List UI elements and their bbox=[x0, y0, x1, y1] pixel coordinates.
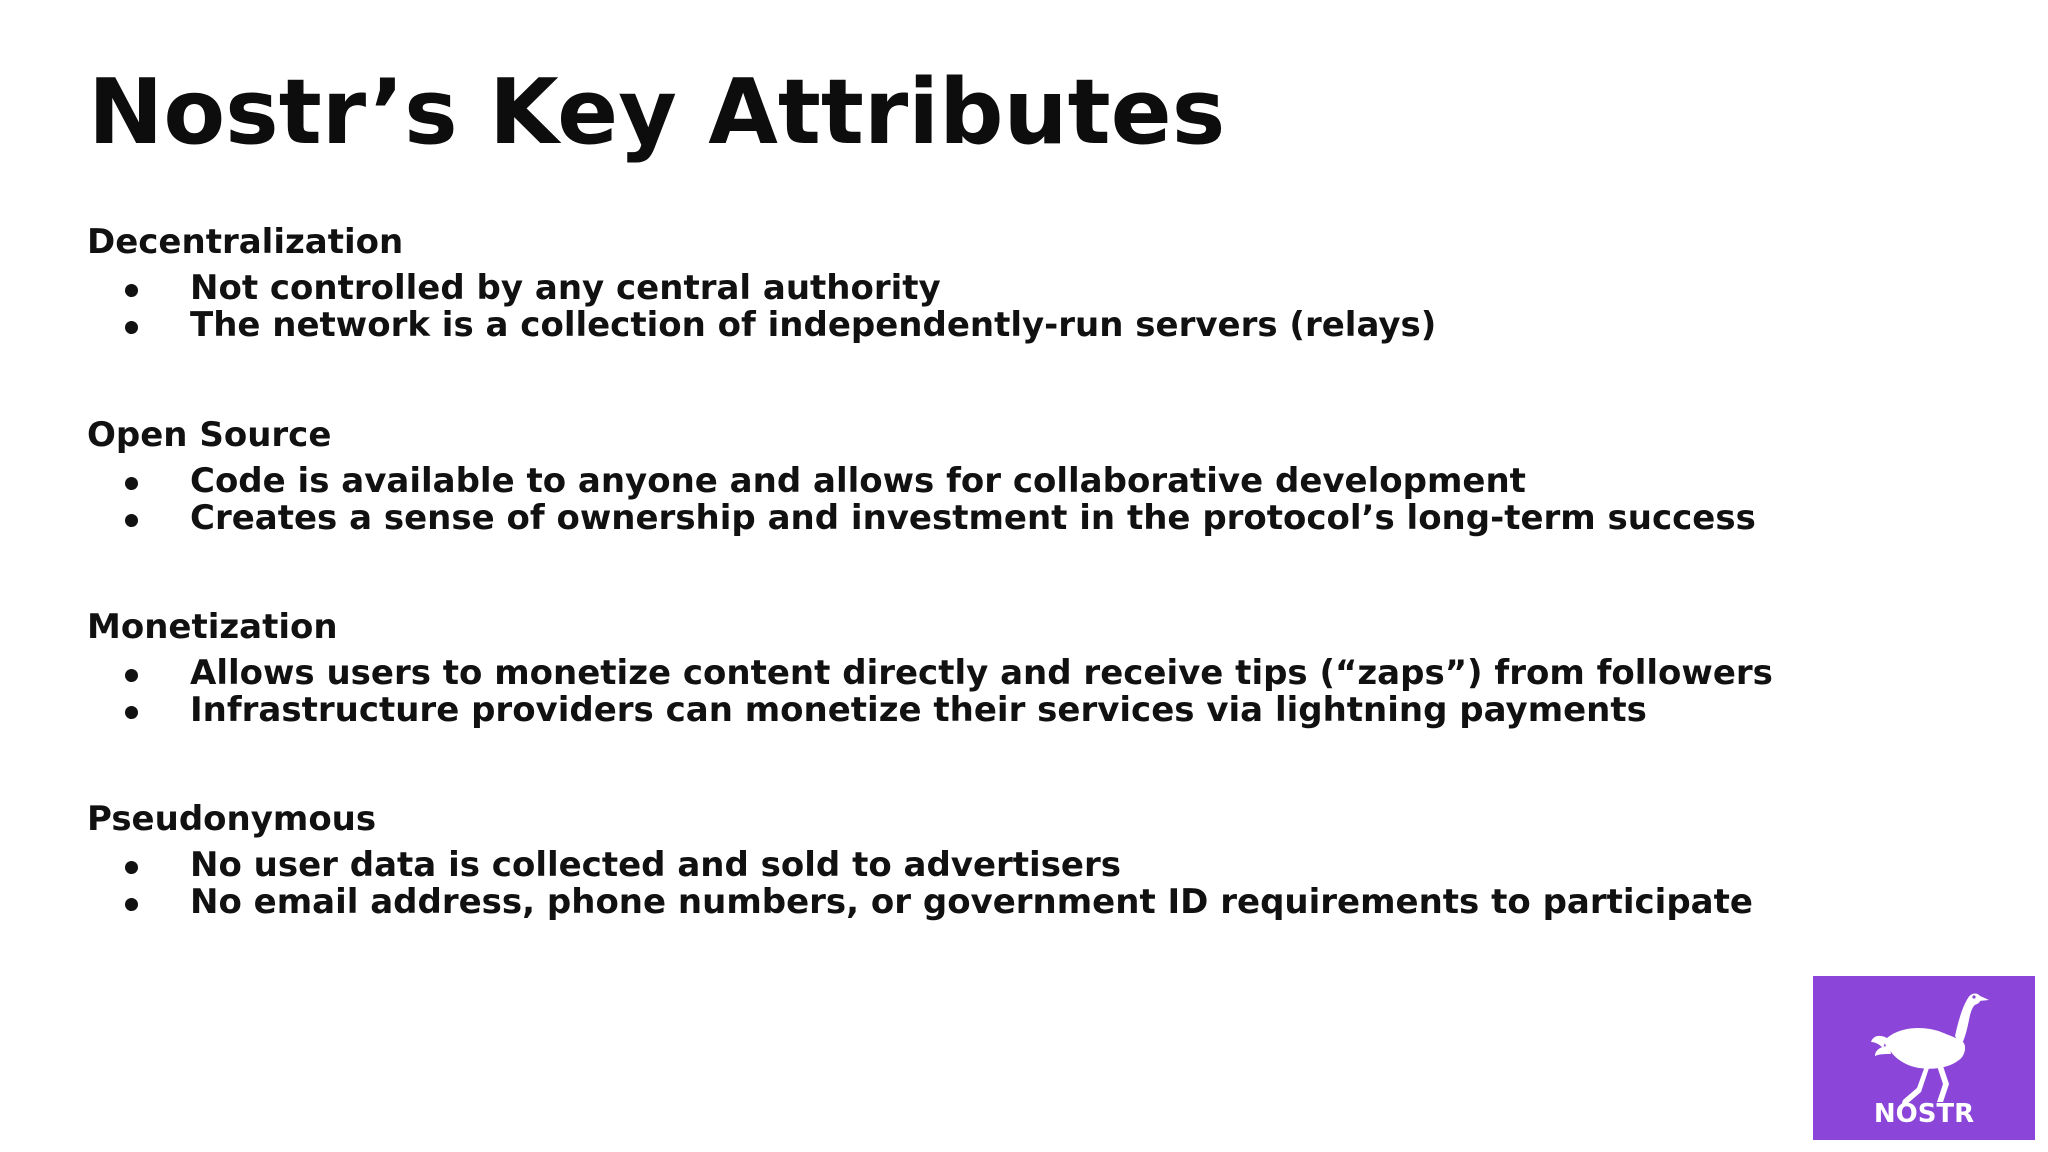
bullet-dot-icon bbox=[125, 284, 138, 297]
bullet-item bbox=[87, 307, 1787, 344]
bullet-text: The network is a collection of independently-run servers (relays) bbox=[190, 305, 1437, 345]
section-decentralization bbox=[87, 220, 1787, 344]
nostr-logo bbox=[1813, 976, 2035, 1140]
bullet-text: No email address, phone numbers, or government ID requirements to participate bbox=[190, 882, 1753, 922]
bullet-item bbox=[87, 500, 1787, 537]
bullet-list bbox=[87, 270, 1787, 344]
bullet-item bbox=[87, 692, 1787, 729]
bullet-text: No user data is collected and sold to advertisers bbox=[190, 845, 1121, 885]
bullet-item bbox=[87, 463, 1787, 500]
bullet-text: Code is available to anyone and allows for collaborative development bbox=[190, 461, 1526, 501]
section-heading: Decentralization bbox=[87, 222, 404, 262]
section-monetization bbox=[87, 605, 1787, 729]
slide-title: Nostr’s Key Attributes bbox=[88, 60, 1226, 165]
section-heading: Open Source bbox=[87, 415, 332, 455]
bullet-dot-icon bbox=[125, 514, 138, 527]
bullet-text: Creates a sense of ownership and investment in the protocol’s long-term success bbox=[190, 498, 1756, 538]
bullet-list bbox=[87, 655, 1787, 729]
bullet-dot-icon bbox=[125, 669, 138, 682]
bullet-text: Allows users to monetize content directly and receive tips (“zaps”) from followers bbox=[190, 653, 1773, 693]
bullet-item bbox=[87, 270, 1787, 307]
bullet-dot-icon bbox=[125, 321, 138, 334]
bullet-dot-icon bbox=[125, 706, 138, 719]
bullet-list bbox=[87, 463, 1787, 537]
section-pseudonymous bbox=[87, 797, 1787, 921]
bullet-dot-icon bbox=[125, 477, 138, 490]
section-heading: Pseudonymous bbox=[87, 799, 377, 839]
section-open-source bbox=[87, 413, 1787, 537]
bullet-dot-icon bbox=[125, 898, 138, 911]
bullet-dot-icon bbox=[125, 861, 138, 874]
bullet-list bbox=[87, 847, 1787, 921]
bullet-item bbox=[87, 884, 1787, 921]
bullet-text: Infrastructure providers can monetize their services via lightning payments bbox=[190, 690, 1647, 730]
bullet-item bbox=[87, 847, 1787, 884]
section-heading: Monetization bbox=[87, 607, 338, 647]
bullet-text: Not controlled by any central authority bbox=[190, 268, 941, 308]
bullet-item bbox=[87, 655, 1787, 692]
logo-text: NOSTR bbox=[1873, 1099, 1975, 1129]
